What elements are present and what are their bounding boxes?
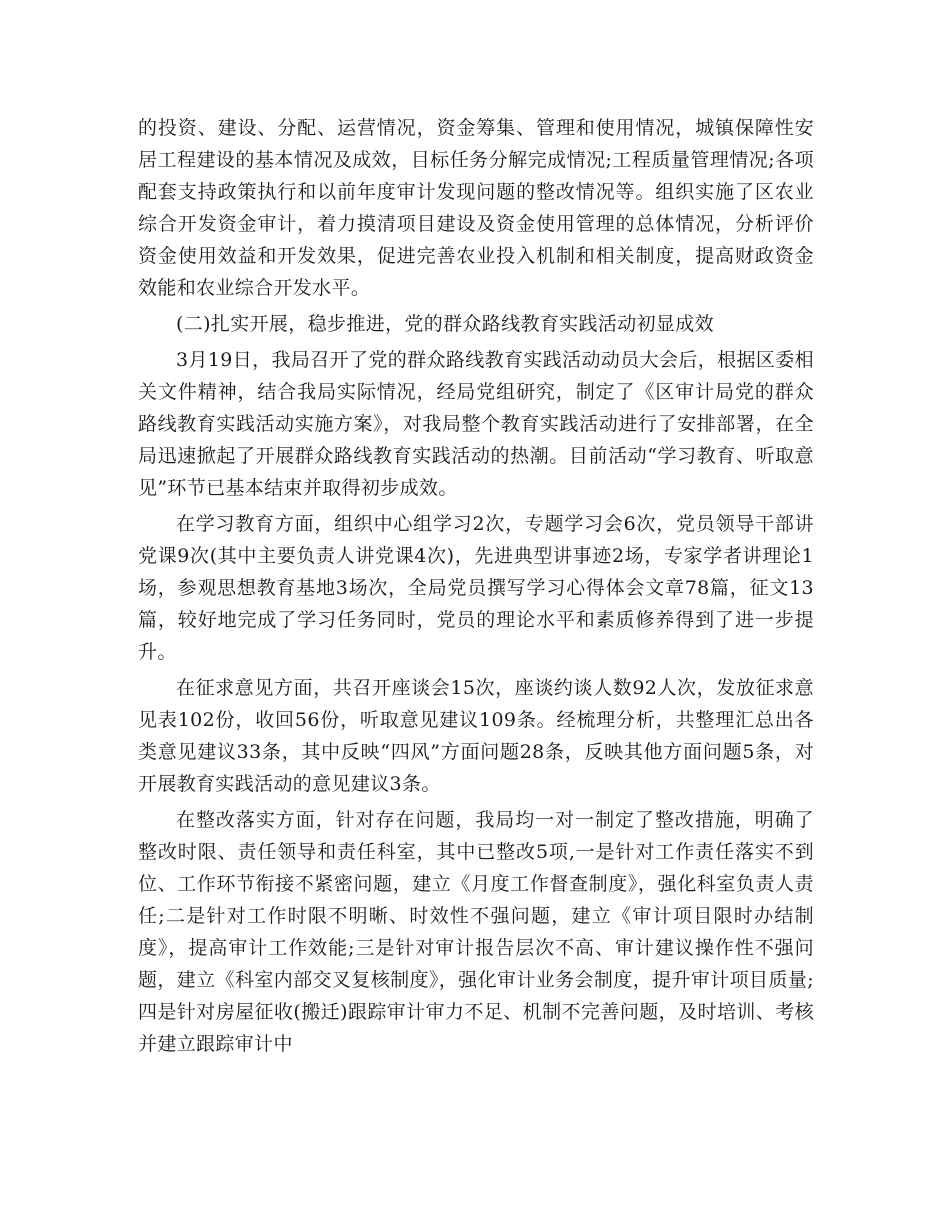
document-body — [138, 112, 814, 1064]
paragraph-soliciting-opinions: 在征求意见方面，共召开座谈会15次，座谈约谈人数92人次，发放征求意见表102份，收回56份，听取意见建议109条。经梳理分析，共整理汇总出各类意见建议33条，其中反映“四风”方面问题28条，反映其他方面问题5条，对开展教育实践活动的意见建议3条。 — [138, 677, 814, 795]
paragraph-study-education: 在学习教育方面，组织中心组学习2次，专题学习会6次，党员领导干部讲党课9次(其中主要负责人讲党课4次)，先进典型讲事迹2场，专家学者讲理论1场，参观思想教育基地3场次，全局党员撰写学习心得体会文章78篇，征文13篇，较好地完成了学习任务同时，党员的理论水平和素质修养得到了进一步提升。 — [138, 513, 814, 663]
paragraph-rectification: 在整改落实方面，针对存在问题，我局均一对一制定了整改措施，明确了整改时限、责任领导和责任科室，其中已整改5项,一是针对工作责任落实不到位、工作环节衔接不紧密问题，建立《月度工作督查制度》，强化科室负责人责任;二是针对工作时限不明晰、时效性不强问题，建立《审计项目限时办结制度》，提高审计工作效能;三是针对审计报告层次不高、审计建议操作性不强问题，建立《科室内部交叉复核制度》，强化审计业务会制度，提升审计项目质量;四是针对房屋征收(搬迁)跟踪审计审力不足、机制不完善问题，及时培训、考核并建立跟踪审计中 — [138, 809, 814, 1055]
paragraph-audit-scope: 的投资、建设、分配、运营情况，资金筹集、管理和使用情况，城镇保障性安居工程建设的基本情况及成效，目标任务分解完成情况;工程质量管理情况;各项配套支持政策执行和以前年度审计发现问题的整改情况等。组织实施了区农业综合开发资金审计，着力摸清项目建设及资金使用管理的总体情况，分析评价资金使用效益和开发效果，促进完善农业投入机制和相关制度，提高财政资金效能和农业综合开发水平。 — [138, 117, 814, 299]
section-heading-mass-line-campaign: (二)扎实开展，稳步推进，党的群众路线教育实践活动初显成效 — [176, 313, 714, 335]
paragraph-mobilization-meeting: 3月19日，我局召开了党的群众路线教育实践活动动员大会后，根据区委相关文件精神，结合我局实际情况，经局党组研究，制定了《区审计局党的群众路线教育实践活动实施方案》，对我局整个教育实践活动进行了安排部署，在全局迅速掀起了开展群众路线教育实践活动的热潮。目前活动“学习教育、听取意见”环节已基本结束并取得初步成效。 — [138, 349, 814, 499]
